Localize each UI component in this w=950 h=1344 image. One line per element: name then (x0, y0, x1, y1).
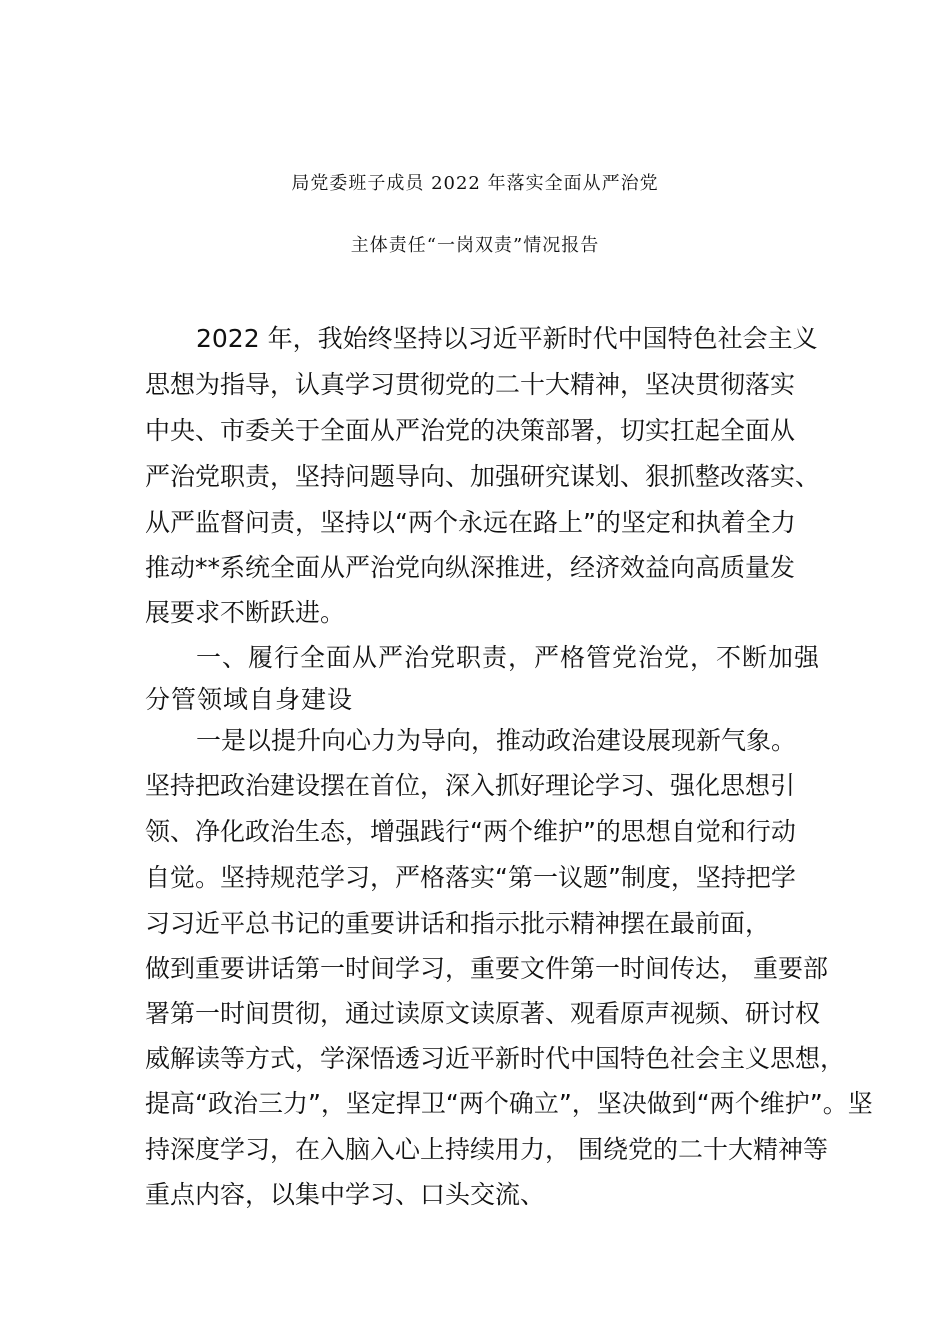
intro-paragraph-line: 展要求不断跃进。 (145, 598, 346, 627)
section-heading-line: 分管领域自身建设 (145, 685, 354, 714)
section-body-line: 坚持把政治建设摆在首位，深入抓好理论学习、强化思想引 (145, 771, 796, 800)
section-body-line: 做到重要讲话第一时间学习，重要文件第一时间传达， 重要部 (145, 954, 828, 983)
section-body-line: 自觉。坚持规范学习，严格落实“第一议题”制度，坚持把学 (145, 863, 796, 892)
section-body-line: 领、净化政治生态，增强践行“两个维护”的思想自觉和行动 (145, 817, 796, 846)
section-body-line: 一是以提升向心力为导向，推动政治建设展现新气象。 (196, 726, 797, 755)
section-heading-line: 一、履行全面从严治党职责，严格管党治党，不断加强 (196, 643, 821, 672)
section-body-line: 署第一时间贯彻，通过读原文读原著、观看原声视频、研讨权 (145, 999, 821, 1028)
intro-paragraph-line: 推动**系统全面从严治党向纵深推进，经济效益向高质量发 (145, 553, 796, 582)
section-body-line: 提高“政治三力”，坚定捍卫“两个确立”，坚决做到“两个维护”。坚 (145, 1089, 873, 1118)
intro-paragraph-line: 2022 年，我始终坚持以习近平新时代中国特色社会主义 (196, 324, 818, 353)
section-body-line: 持深度学习，在入脑入心上持续用力， 围绕党的二十大精神等 (145, 1135, 828, 1164)
section-body-line: 习习近平总书记的重要讲话和指示批示精神摆在最前面， (145, 909, 771, 938)
document-title-line-1: 局党委班子成员 2022 年落实全面从严治党 (291, 173, 659, 194)
intro-paragraph-line: 从严监督问责，坚持以“两个永远在路上”的坚定和执着全力 (145, 508, 796, 537)
section-body-line: 威解读等方式，学深悟透习近平新时代中国特色社会主义思想， (145, 1044, 846, 1073)
document-title-line-2: 主体责任“一岗双责”情况报告 (350, 235, 600, 256)
intro-paragraph-line: 中央、市委关于全面从严治党的决策部署，切实扛起全面从 (145, 416, 796, 445)
section-body-line: 重点内容，以集中学习、口头交流、 (145, 1180, 546, 1209)
intro-paragraph-line: 思想为指导，认真学习贯彻党的二十大精神，坚决贯彻落实 (145, 370, 796, 399)
intro-paragraph-line: 严治党职责，坚持问题导向、加强研究谋划、狠抓整改落实、 (145, 462, 821, 491)
